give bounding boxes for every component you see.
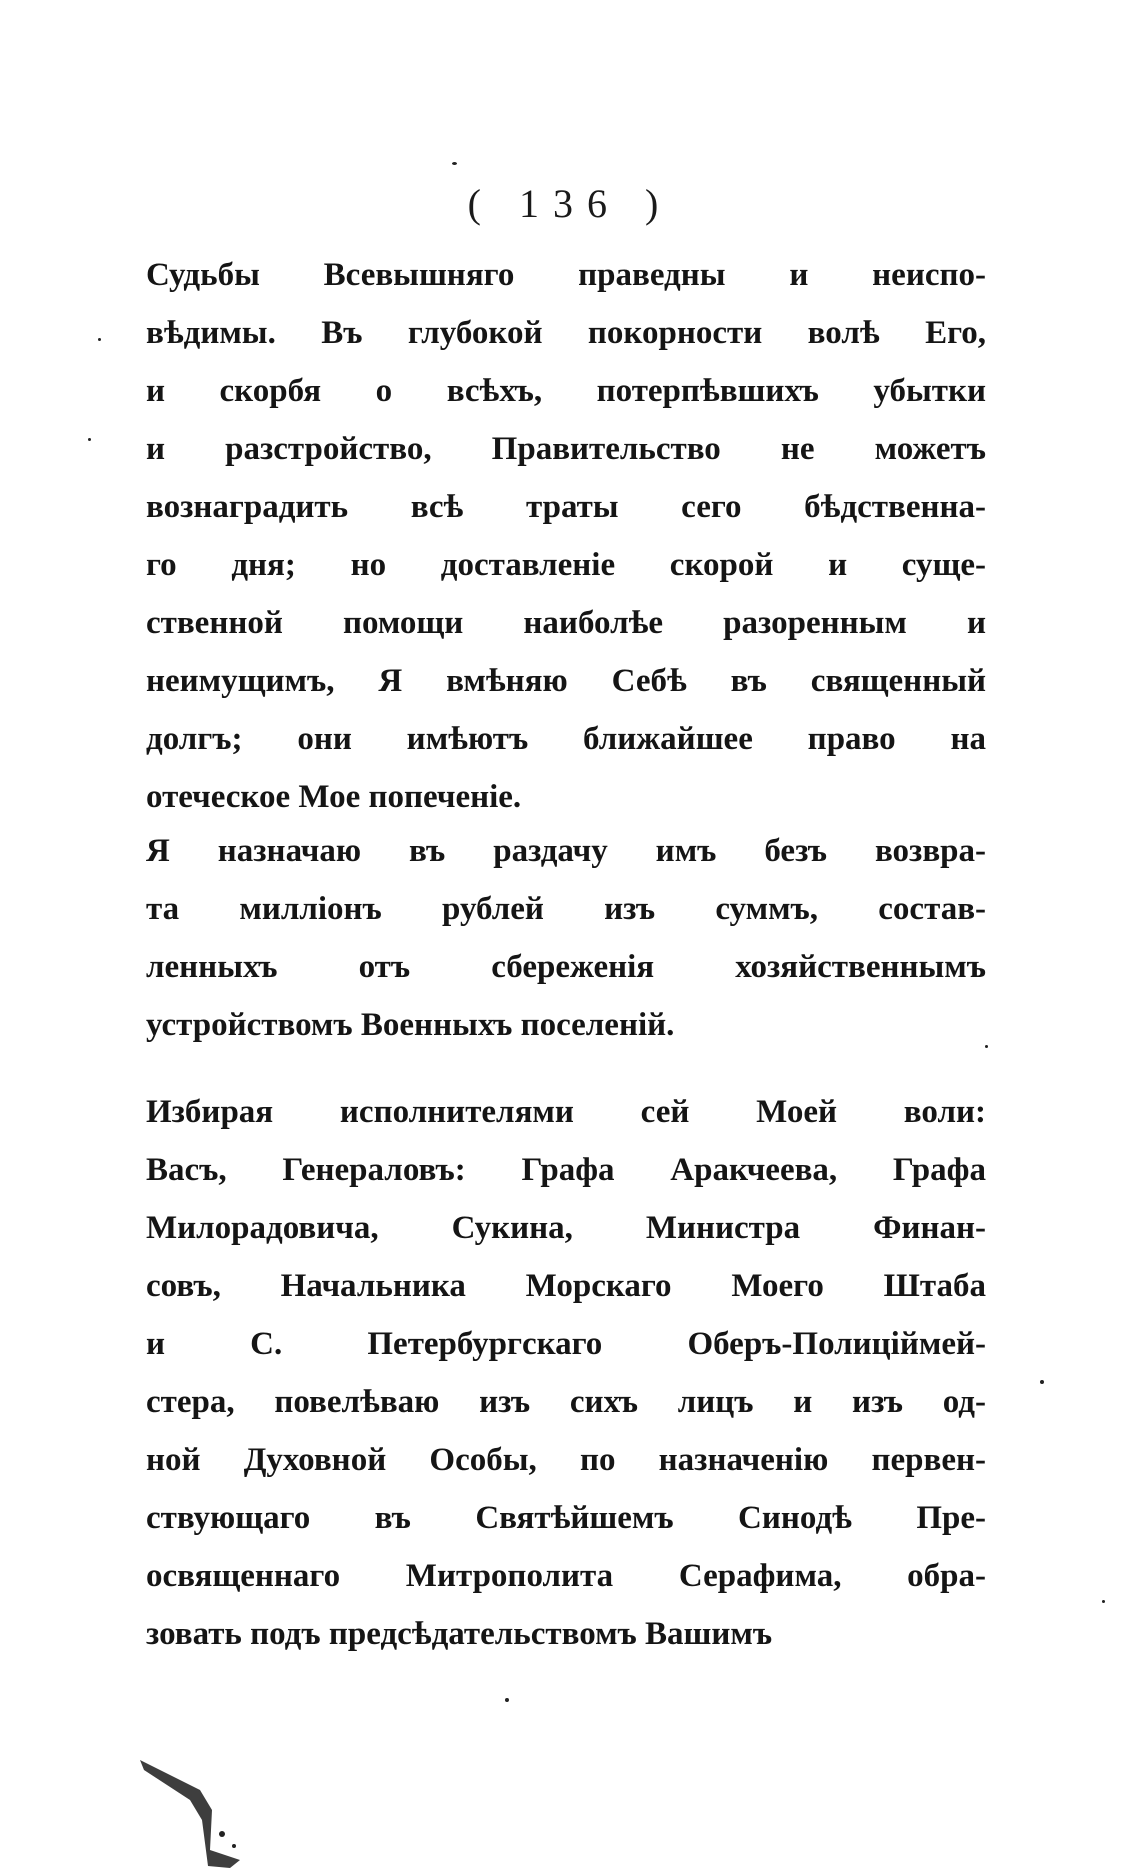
text-line: та милліонъ рублей изъ суммъ, состав- (146, 891, 986, 927)
text-line: отеческое Мое попеченіе. (146, 779, 522, 815)
scan-speck (452, 162, 457, 165)
text-line: зовать подъ предсѣдательствомъ Вашимъ (146, 1616, 773, 1652)
text-line: Я назначаю въ раздачу имъ безъ возвра- (146, 833, 986, 869)
text-line: вознаградить всѣ траты сего бѣдственна- (146, 489, 986, 525)
text-line: вѣдимы. Въ глубокой покорности волѣ Его, (146, 315, 986, 351)
text-line: и скорбя о всѣхъ, потерпѣвшихъ убытки (146, 373, 986, 409)
scan-speck (88, 438, 91, 441)
paragraph-2 (146, 822, 986, 1054)
text-line: го дня; но доставленіе скорой и суще- (146, 547, 986, 583)
text-line: и разстройство, Правительство не можетъ (146, 431, 986, 467)
text-line: устройствомъ Военныхъ поселеній. (146, 1007, 675, 1043)
text-line: долгъ; они имѣютъ ближайшее право на (146, 721, 986, 757)
paragraph-3 (146, 1083, 986, 1663)
scan-speck (505, 1698, 509, 1702)
page-number: ( 136 ) (467, 181, 673, 226)
text-line: совъ, Начальника Морскаго Моего Штаба (146, 1268, 986, 1304)
text-line: Милорадовича, Сукина, Министра Финан- (146, 1210, 986, 1246)
text-line: Избирая исполнителями сей Моей воли: (146, 1094, 986, 1130)
scan-speck (98, 338, 101, 341)
text-line: Васъ, Генераловъ: Графа Аракчеева, Графа (146, 1152, 986, 1188)
text-line: освященнаго Митрополита Серафима, обра- (146, 1558, 986, 1594)
text-line: ственной помощи наиболѣе разоренным и (146, 605, 986, 641)
ink-smudge (140, 1750, 250, 1870)
scan-speck (1102, 1600, 1105, 1603)
text-line: неимущимъ, Я вмѣняю Себѣ въ священный (146, 663, 986, 699)
text-line: и С. Петербургскаго Оберъ-Полицiймей- (146, 1326, 986, 1362)
scan-speck (985, 1045, 988, 1048)
text-line: ствующаго въ Святѣйшемъ Синодѣ Пре- (146, 1500, 986, 1536)
text-line: Судьбы Всевышняго праведны и неиспо- (146, 257, 986, 293)
paragraph-1 (146, 246, 986, 826)
scan-speck (1040, 1380, 1044, 1384)
text-line: ной Духовной Особы, по назначенію первен- (146, 1442, 986, 1478)
text-line: ленныхъ отъ сбереженія хозяйственнымъ (146, 949, 986, 985)
text-line: стера, повелѣваю изъ сихъ лицъ и изъ од- (146, 1384, 986, 1420)
